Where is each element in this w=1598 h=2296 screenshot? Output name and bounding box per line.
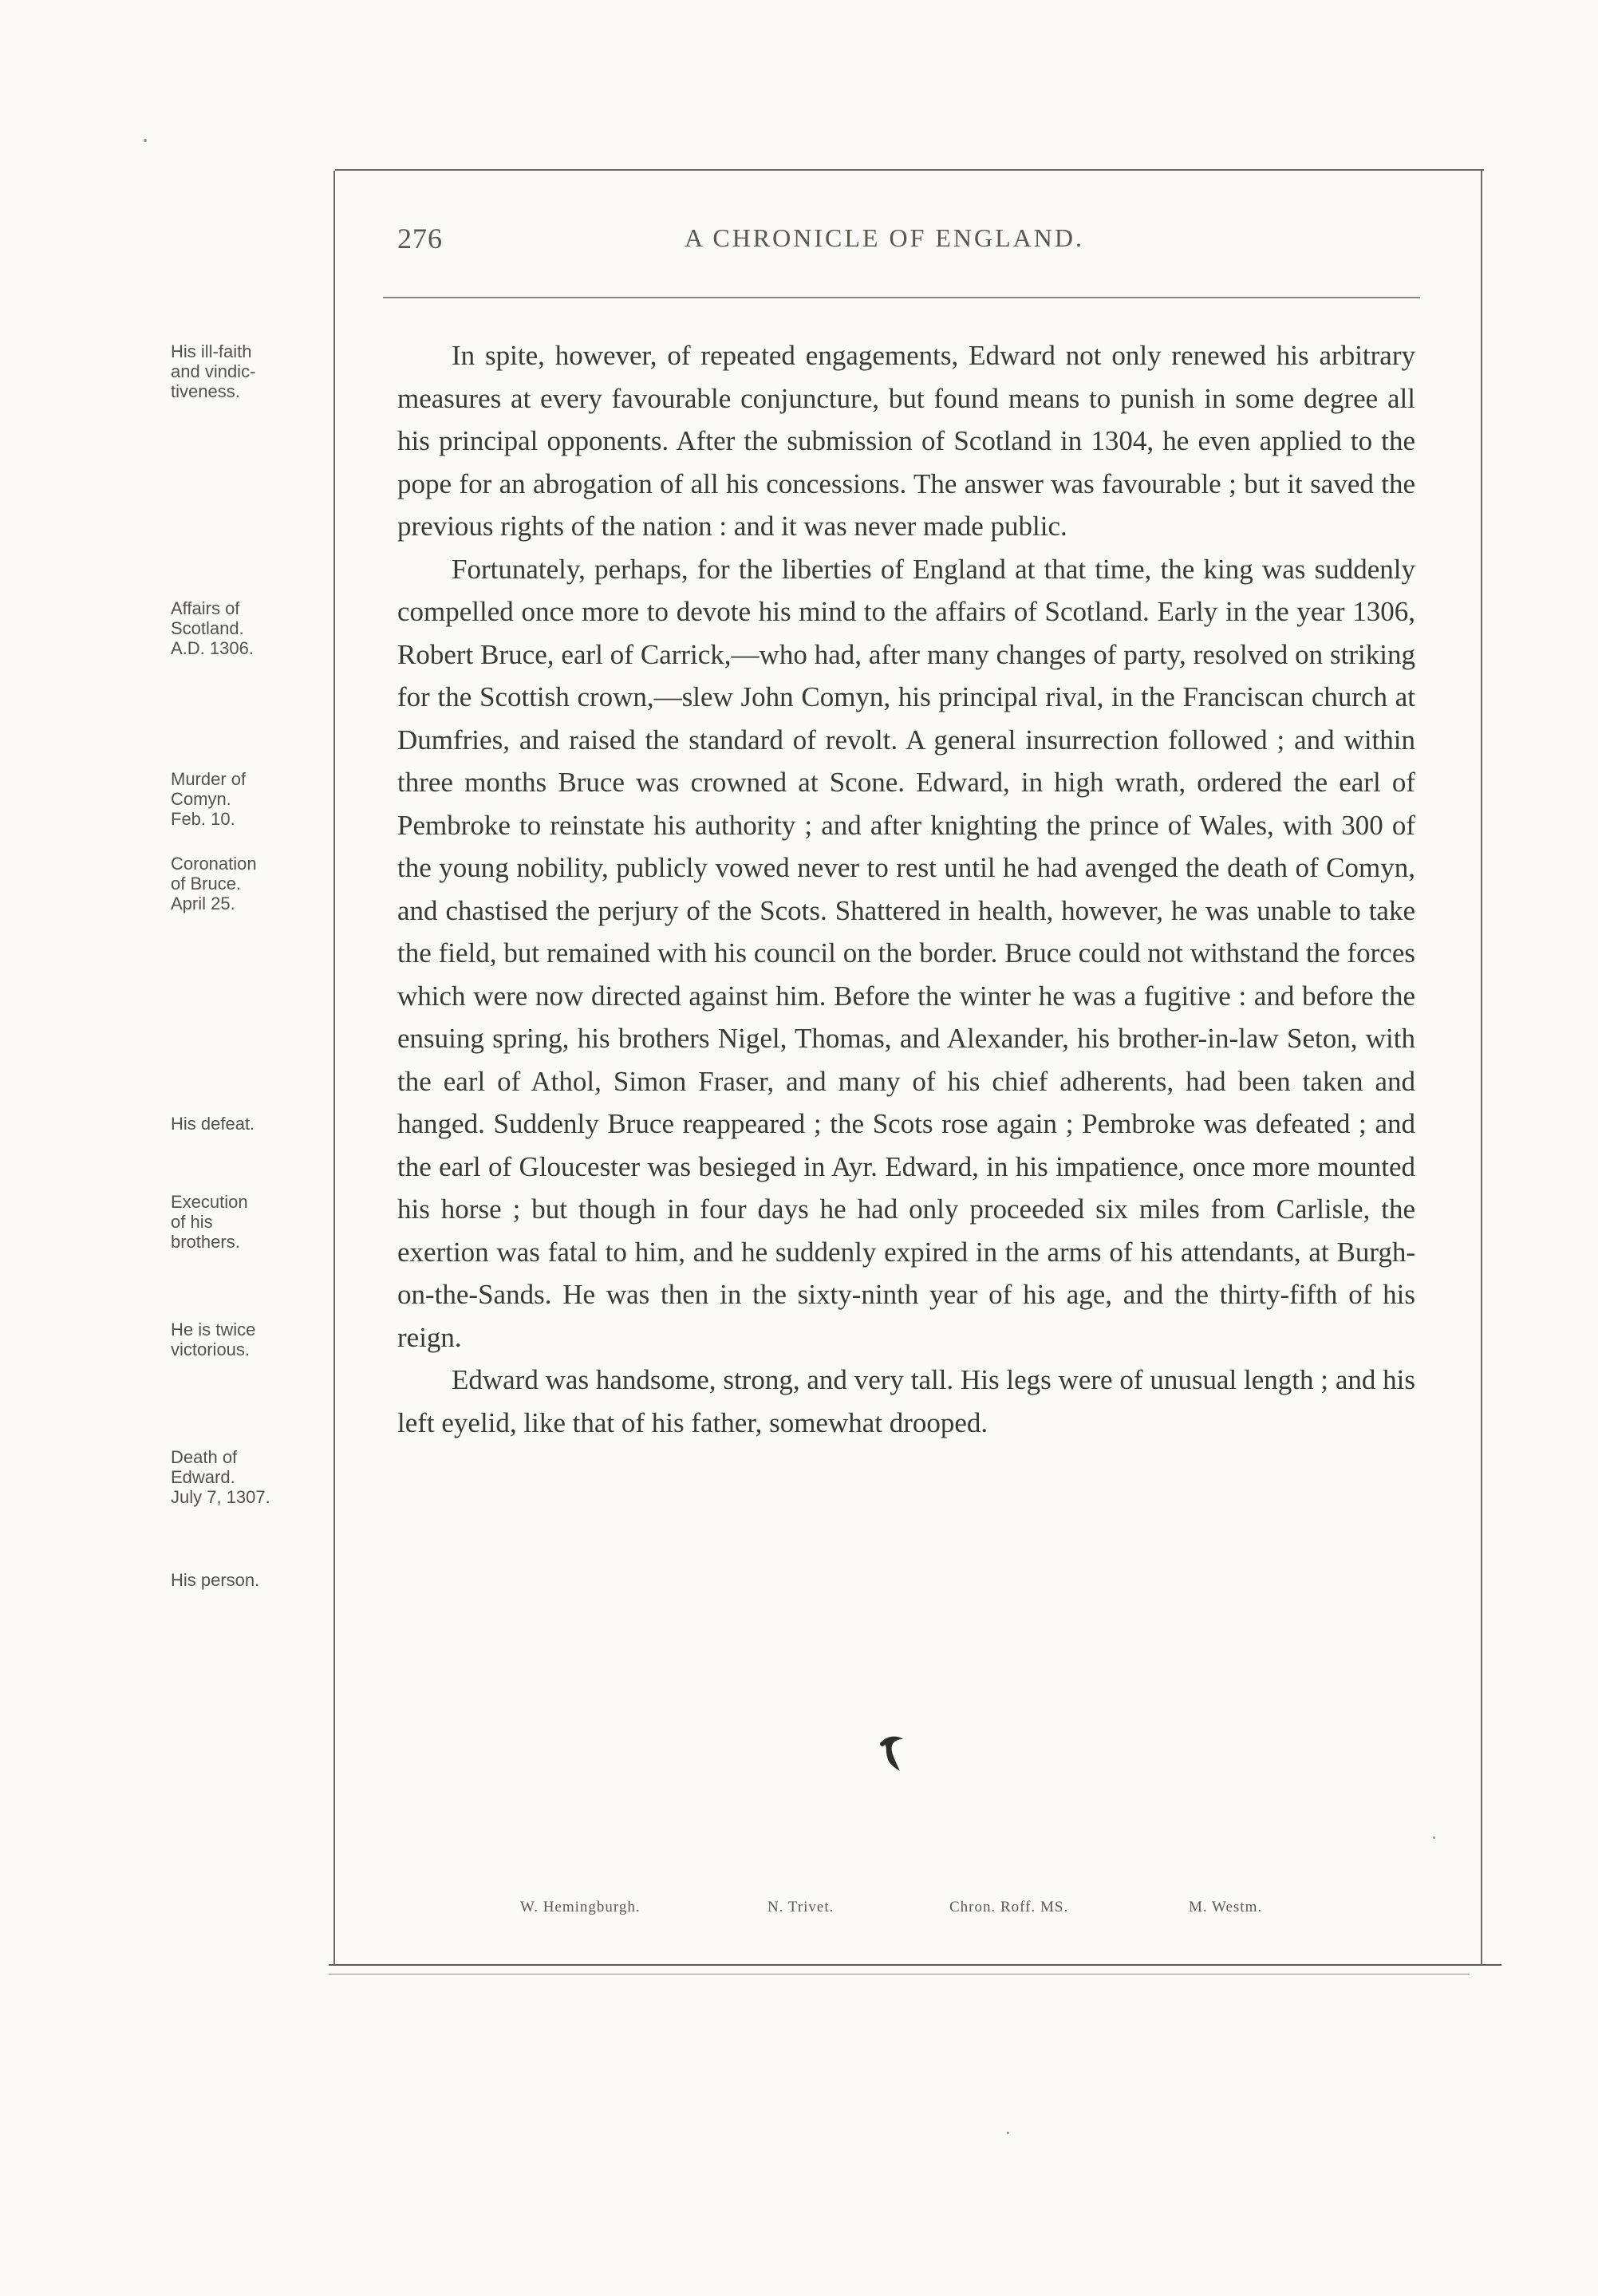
sidenote-coronation-of-bruce: Coronation of Bruce. April 25. xyxy=(171,854,257,913)
sidenote-affairs-of-scotland: Affairs of Scotland. A.D. 1306. xyxy=(171,598,254,658)
frame-left-rule xyxy=(333,171,335,1966)
footer-citations xyxy=(0,1899,1598,1923)
tailpiece-ornament-icon xyxy=(876,1733,908,1784)
sidenote-twice-victorious: He is twice victorious. xyxy=(171,1320,256,1359)
paper-speck xyxy=(1007,2132,1009,2134)
sidenote-ill-faith: His ill-faith and vindic- tiveness. xyxy=(171,341,256,401)
sidenote-death-of-edward: Death of Edward. July 7, 1307. xyxy=(171,1447,270,1507)
citation: M. Westm. xyxy=(1189,1899,1263,1915)
citation: W. Hemingburgh. xyxy=(520,1899,641,1915)
body-text xyxy=(397,334,1415,1444)
paragraph: Edward was handsome, strong, and very tall. His legs were of unusual length ; and his left eyelid, like that of his father, somewhat drooped. xyxy=(397,1364,1415,1438)
page-header xyxy=(397,222,1498,270)
sidenote-his-defeat: His defeat. xyxy=(171,1114,255,1134)
header-rule xyxy=(383,297,1420,298)
sidenote-his-person: His person. xyxy=(171,1570,260,1590)
citation: N. Trivet. xyxy=(767,1899,835,1915)
running-title: A CHRONICLE OF ENGLAND. xyxy=(685,223,1084,252)
paper-speck xyxy=(1433,1836,1435,1839)
sidenote-execution-of-brothers: Execution of his brothers. xyxy=(171,1192,248,1252)
frame-right-rule xyxy=(1481,171,1482,1966)
sidenote-murder-of-comyn: Murder of Comyn. Feb. 10. xyxy=(171,769,247,829)
frame-bottom-rule xyxy=(329,1964,1501,1966)
paragraph: In spite, however, of repeated engagements, Edward not only renewed his arbitrary measures at every favourable conjuncture, but found means to punish in some degree all his principal opponents. After the submission of Scotland in 1304, he even applied to the pope for an abrogation of all his concessions. The answer was favourable ; but it saved the previous rights of the nation : and it was never made public. xyxy=(397,340,1415,542)
paragraph: Fortunately, perhaps, for the liberties of England at that time, the king was suddenly compelled once more to devote his mind to the affairs of Scotland. Early in the year 1306, Robert Bruce, earl of Carrick,—who had, after many changes of party, resolved on striking for the Scottish crown,—slew John Comyn, his principal rival, in the Franciscan church at Dumfries, and raised the standard of revolt. A general insurrection followed ; and within three months Bruce was crowned at Scone. Edward, in high wrath, ordered the earl of Pembroke to reinstate his authority ; and after knighting the prince of Wales, with 300 of the young nobility, publicly vowed never to rest until he had avenged the death of Comyn, and chastised the perjury of the Scots. Shattered in health, however, he was unable to take the field, but remained with his council on the border. Bruce could not withstand the forces which were now directed against him. Before the winter he was a fugitive : and before the ensuing spring, his brothers Nigel, Thomas, and Alexander, his brother-in-law Seton, with the earl of Athol, Simon Fraser, and many of his chief adherents, had been taken and hanged. Suddenly Bruce reappeared ; the Scots rose again ; Pembroke was defeated ; and the earl of Gloucester was besieged in Ayr. Edward, in his impatience, once more mounted his horse ; but though in four days he had only proceeded six miles from Carlisle, the exertion was fatal to him, and he suddenly expired in the arms of his attendants, at Burgh-on-the-Sands. He was then in the sixty-ninth year of his age, and the thirty-fifth of his reign. xyxy=(397,553,1415,1353)
citation: Chron. Roff. MS. xyxy=(949,1899,1069,1915)
frame-top-rule xyxy=(335,169,1484,171)
paper-speck xyxy=(144,139,147,142)
page-number: 276 xyxy=(397,223,443,254)
